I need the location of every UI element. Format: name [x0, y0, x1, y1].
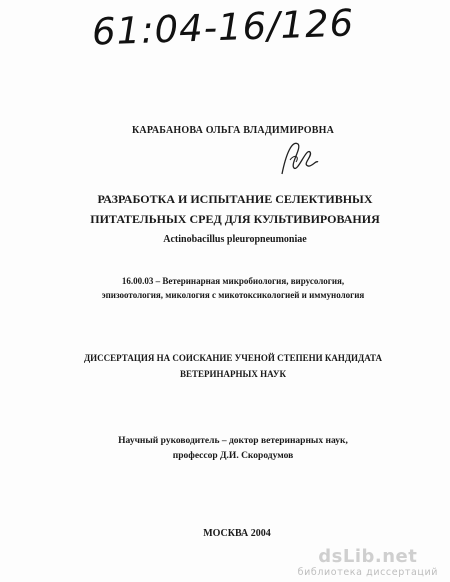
title-line-2: ПИТАТЕЛЬНЫХ СРЕД ДЛЯ КУЛЬТИВИРОВАНИЯ: [90, 212, 380, 226]
dissertation-line-2: ВЕТЕРИНАРНЫХ НАУК: [180, 369, 286, 379]
author-name: КАРАБАНОВА ОЛЬГА ВЛАДИМИРОВНА: [131, 125, 335, 136]
signature-mark: [272, 134, 322, 180]
watermark-subtitle: библиотека диссертаций: [297, 567, 438, 578]
dissertation-line-1: ДИССЕРТАЦИЯ НА СОИСКАНИЕ УЧЕНОЙ СТЕПЕНИ КАНДИДАТА: [83, 353, 383, 363]
title-line-1: РАЗРАБОТКА И ИСПЫТАНИЕ СЕЛЕКТИВНЫХ: [97, 192, 373, 206]
watermark: [298, 546, 438, 578]
supervisor-line-1: Научный руководитель – доктор ветеринарных наук,: [118, 436, 348, 446]
watermark-logo: dsLib.net: [318, 546, 418, 567]
specialty-line-1: 16.00.03 – Ветеринарная микробиология, вирусология,: [121, 276, 345, 286]
species-name: Actinobacillus pleuropneumoniae: [163, 234, 307, 245]
city-year: МОСКВА 2004: [203, 528, 271, 539]
specialty-line-2: эпизоотология, микология с микотоксикологией и иммунология: [101, 290, 365, 300]
supervisor-line-2: профессор Д.И. Скородумов: [172, 451, 294, 461]
archive-code-handwritten: 61:04-16/126: [91, 1, 355, 54]
